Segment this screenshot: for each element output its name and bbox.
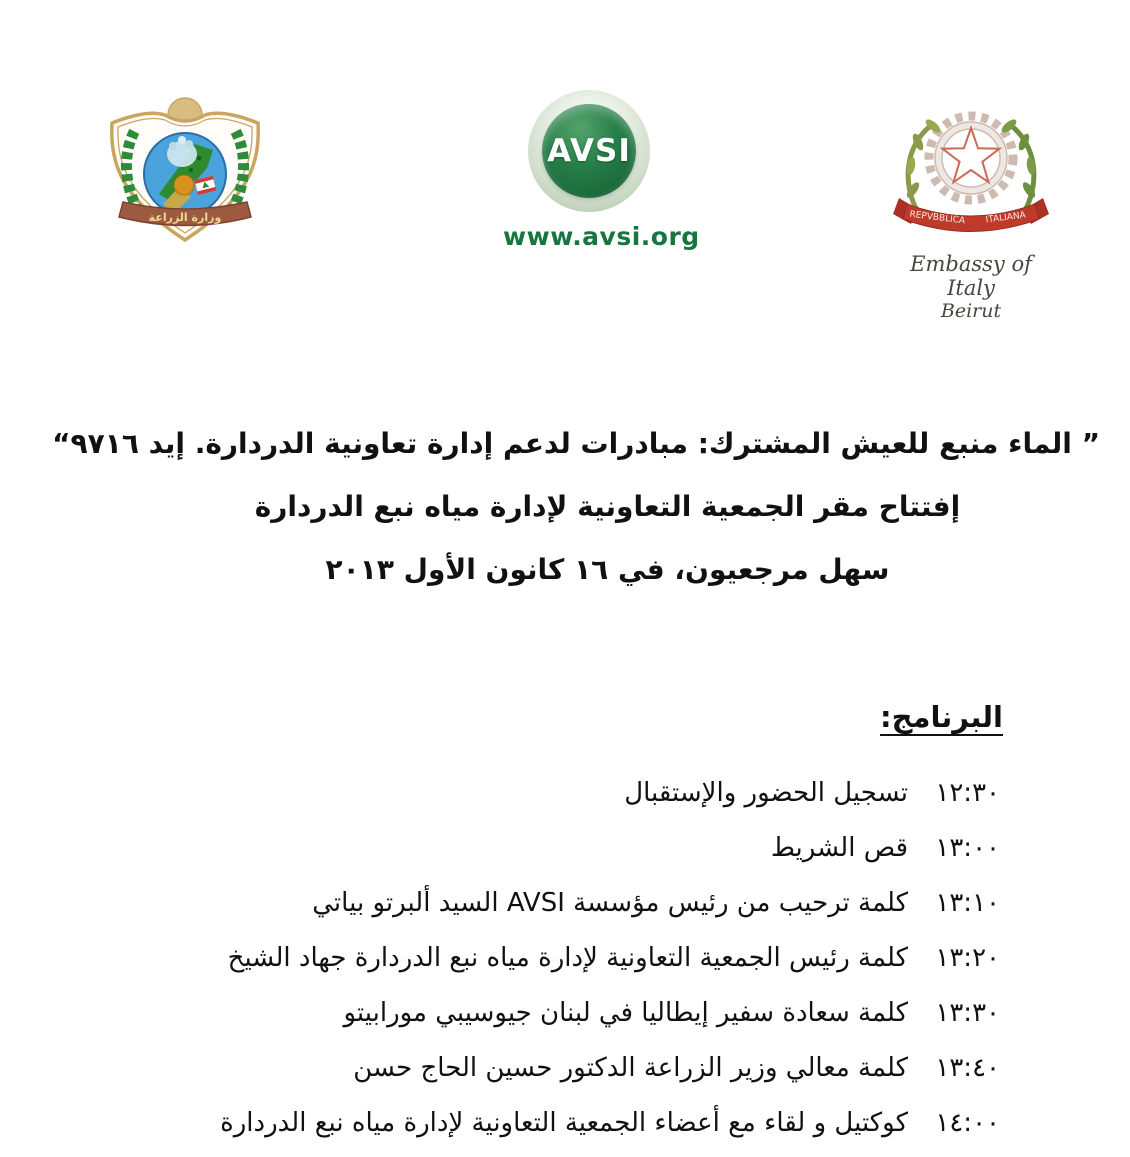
program-time: ١٢:٣٠ [935, 778, 1000, 808]
program-time: ١٣:٤٠ [935, 1053, 1000, 1083]
avsi-logo [503, 90, 700, 251]
program-activity: قص الشريط [770, 833, 908, 863]
program-row [220, 931, 1000, 986]
program-row [220, 1041, 1000, 1096]
program-row [220, 986, 1000, 1041]
avsi-inner-circle [542, 104, 636, 198]
italy-embassy-emblem [885, 98, 1057, 322]
program-activity: كلمة ترحيب من رئيس مؤسسة AVSI السيد ألبرتو بياتي [312, 888, 908, 918]
program-time: ١٣:٠٠ [935, 833, 1000, 863]
program-time: ١٣:٢٠ [935, 943, 1000, 973]
ministry-shield-icon [99, 92, 271, 244]
program-schedule [220, 766, 1000, 1151]
program-activity: كلمة معالي وزير الزراعة الدكتور حسين الحاج حسن [353, 1053, 908, 1083]
program-time: ١٤:٠٠ [935, 1108, 1000, 1138]
title-line-2: إفتتاح مقر الجمعية التعاونية لإدارة مياه نبع الدردارة [254, 490, 961, 523]
program-row [220, 876, 1000, 931]
document-title-block [52, 427, 1100, 617]
program-row [220, 766, 1000, 821]
italy-ribbon-text-left: REPVBBLICA [908, 209, 966, 227]
title-line-1: ” الماء منبع للعيش المشترك: مبادرات لدعم إدارة تعاونية الدردارة. إيد ٩٧١٦“ [52, 427, 1100, 460]
program-heading: البرنامج: [880, 700, 1003, 734]
program-activity: كوكتيل و لقاء مع أعضاء الجمعية التعاونية لإدارة مياه نبع الدردارة [220, 1108, 908, 1138]
program-row [220, 821, 1000, 876]
program-activity: كلمة سعادة سفير إيطاليا في لبنان جيوسيبي مورابيتو [343, 998, 908, 1028]
avsi-website-text: www.avsi.org [503, 222, 700, 251]
program-time: ١٣:١٠ [935, 888, 1000, 918]
program-time: ١٣:٣٠ [935, 998, 1000, 1028]
title-line-3: سهل مرجعيون، في ١٦ كانون الأول ٢٠١٣ [325, 553, 890, 586]
embassy-caption-line1: Embassy of Italy [910, 252, 1032, 300]
program-row [220, 1096, 1000, 1151]
ministry-of-agriculture-logo [99, 92, 271, 244]
avsi-logo-text: AVSI [547, 133, 631, 169]
program-activity: كلمة رئيس الجمعية التعاونية لإدارة مياه نبع الدردارة جهاد الشيخ [227, 943, 908, 973]
italian-republic-emblem-icon [885, 98, 1057, 244]
italy-ribbon-text-right: ITALIANA [985, 210, 1027, 226]
embassy-caption-line2: Beirut [940, 300, 1002, 322]
avsi-sphere-icon [528, 90, 650, 212]
ministry-banner-text: وزارة الزراعة [148, 211, 222, 224]
program-activity: تسجيل الحضور والإستقبال [624, 778, 908, 808]
